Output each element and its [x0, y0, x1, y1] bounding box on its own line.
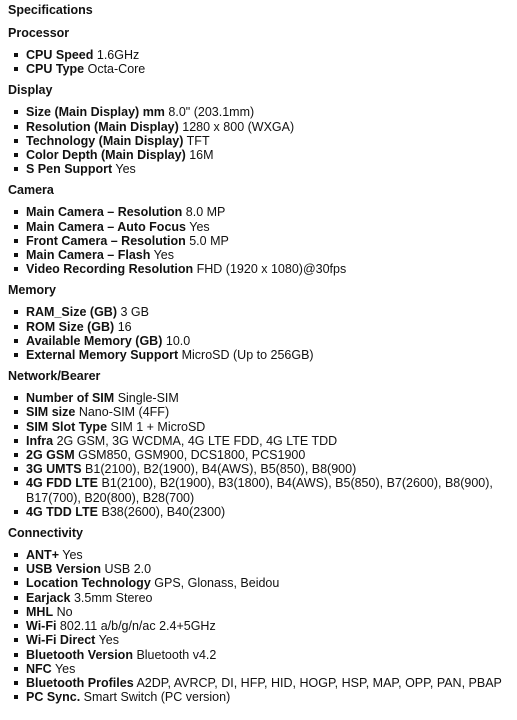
section-title: Network/Bearer — [8, 369, 101, 384]
spec-item — [8, 334, 509, 348]
spec-value: 3.5mm Stereo — [73, 590, 153, 605]
spec-name: Main Camera – Auto Focus — [26, 219, 186, 234]
spec-item — [8, 120, 509, 134]
spec-name: Earjack — [26, 590, 71, 605]
spec-value: GPS, Glonass, Beidou — [154, 576, 280, 591]
spec-value: B1(2100), B2(1900), B3(1800), B4(AWS), B5(850), B7(2600), B8(900), B17(700), B20(800), B28(700) — [26, 476, 493, 505]
spec-name: PC Sync. — [26, 690, 81, 705]
spec-value: Yes — [98, 633, 119, 648]
spec-item — [8, 676, 509, 690]
spec-value: 8.0 MP — [185, 205, 226, 220]
spec-item — [8, 320, 509, 334]
spec-item — [8, 448, 509, 462]
spec-item — [8, 134, 509, 148]
spec-item — [8, 162, 509, 176]
spec-name: SIM Slot Type — [26, 419, 108, 434]
spec-name: Video Recording Resolution — [26, 262, 194, 277]
spec-item — [8, 348, 509, 362]
spec-value: 5.0 MP — [189, 233, 229, 248]
spec-name: CPU Type — [26, 62, 85, 77]
spec-item — [8, 633, 509, 647]
spec-item — [8, 662, 509, 676]
spec-name: Wi-Fi Direct — [26, 633, 96, 648]
spec-list — [8, 105, 509, 176]
spec-sections — [8, 25, 509, 704]
spec-name: 3G UMTS — [26, 462, 82, 477]
spec-value: 1280 x 800 (WXGA) — [182, 119, 295, 134]
spec-name: Bluetooth Profiles — [26, 675, 134, 690]
spec-value: SIM 1 + MicroSD — [110, 419, 206, 434]
spec-name: Color Depth (Main Display) — [26, 148, 186, 163]
spec-value: 16M — [189, 148, 214, 163]
spec-name: CPU Speed — [26, 48, 94, 62]
spec-name: MHL — [26, 604, 54, 619]
spec-name: Resolution (Main Display) — [26, 119, 179, 134]
spec-value: 8.0" (203.1mm) — [168, 105, 255, 120]
spec-list — [8, 391, 509, 519]
spec-value: USB 2.0 — [104, 562, 152, 577]
page-title: Specifications — [8, 3, 93, 17]
spec-item — [8, 62, 509, 76]
spec-item — [8, 262, 509, 276]
spec-item — [8, 420, 509, 434]
spec-item — [8, 562, 509, 576]
spec-name: USB Version — [26, 562, 102, 577]
spec-name: Bluetooth Version — [26, 647, 133, 662]
spec-value: A2DP, AVRCP, DI, HFP, HID, HOGP, HSP, MAP, OPP, PAN, PBAP — [136, 675, 502, 690]
spec-item — [8, 148, 509, 162]
spec-name: Main Camera – Flash — [26, 248, 151, 263]
spec-value: Bluetooth v4.2 — [136, 647, 217, 662]
spec-value: B38(2600), B40(2300) — [101, 504, 226, 519]
spec-value: 2G GSM, 3G WCDMA, 4G LTE FDD, 4G LTE TDD — [56, 433, 338, 448]
spec-value: Octa-Core — [87, 62, 146, 77]
spec-value: Yes — [153, 248, 175, 263]
spec-value: B1(2100), B2(1900), B4(AWS), B5(850), B8(900) — [85, 462, 357, 477]
spec-value: 3 GB — [120, 305, 149, 320]
spec-name: Wi-Fi — [26, 619, 57, 634]
spec-value: FHD (1920 x 1080)@30fps — [196, 262, 347, 277]
spec-name: ANT+ — [26, 548, 59, 563]
spec-value: Yes — [54, 661, 76, 676]
spec-item — [8, 548, 509, 562]
section-title: Camera — [8, 183, 54, 198]
spec-item — [8, 605, 509, 619]
spec-item — [8, 391, 509, 405]
spec-name: ROM Size (GB) — [26, 319, 115, 334]
spec-value: Smart Switch (PC version) — [83, 690, 231, 705]
spec-value: No — [56, 604, 73, 619]
spec-item — [8, 462, 509, 476]
spec-item — [8, 248, 509, 262]
spec-item — [8, 476, 509, 504]
spec-name: 2G GSM — [26, 448, 75, 463]
spec-name: S Pen Support — [26, 162, 113, 177]
section-title: Connectivity — [8, 526, 84, 541]
spec-value: 1.6GHz — [96, 48, 140, 62]
spec-item — [8, 405, 509, 419]
spec-name: NFC — [26, 661, 52, 676]
spec-value: Nano-SIM (4FF) — [78, 405, 170, 420]
spec-item — [8, 690, 509, 704]
spec-list — [8, 548, 509, 704]
spec-name: Front Camera – Resolution — [26, 233, 186, 248]
spec-value: 16 — [117, 319, 132, 334]
spec-name: 4G TDD LTE — [26, 504, 98, 519]
section-title: Display — [8, 83, 53, 98]
spec-name: Size (Main Display) mm — [26, 105, 165, 120]
spec-name: Number of SIM — [26, 391, 115, 406]
spec-name: 4G FDD LTE — [26, 476, 98, 491]
spec-value: Yes — [115, 162, 136, 177]
spec-item — [8, 220, 509, 234]
section-title: Processor — [8, 26, 70, 40]
spec-value: Yes — [62, 548, 83, 563]
spec-item — [8, 305, 509, 319]
spec-value: GSM850, GSM900, DCS1800, PCS1900 — [78, 448, 306, 463]
spec-name: Technology (Main Display) — [26, 133, 184, 148]
spec-list — [8, 48, 509, 76]
spec-name: Main Camera – Resolution — [26, 205, 183, 220]
spec-value: Single-SIM — [117, 391, 179, 406]
spec-value: 802.11 a/b/g/n/ac 2.4+5GHz — [59, 619, 216, 634]
spec-list — [8, 305, 509, 362]
spec-item — [8, 205, 509, 219]
spec-item — [8, 234, 509, 248]
spec-value: Yes — [189, 219, 210, 234]
spec-name: Available Memory (GB) — [26, 333, 163, 348]
spec-item — [8, 648, 509, 662]
spec-item — [8, 576, 509, 590]
spec-item — [8, 434, 509, 448]
spec-list — [8, 205, 509, 276]
spec-item — [8, 505, 509, 519]
spec-name: Location Technology — [26, 576, 151, 591]
spec-name: SIM size — [26, 405, 76, 420]
spec-name: Infra — [26, 433, 54, 448]
spec-item — [8, 619, 509, 633]
spec-value: MicroSD (Up to 256GB) — [181, 348, 314, 363]
spec-item — [8, 105, 509, 119]
spec-item — [8, 48, 509, 62]
spec-value: 10.0 — [165, 333, 191, 348]
spec-name: RAM_Size (GB) — [26, 305, 117, 320]
spec-item — [8, 591, 509, 605]
section-title: Memory — [8, 283, 56, 298]
spec-name: External Memory Support — [26, 348, 179, 363]
spec-value: TFT — [186, 133, 210, 148]
